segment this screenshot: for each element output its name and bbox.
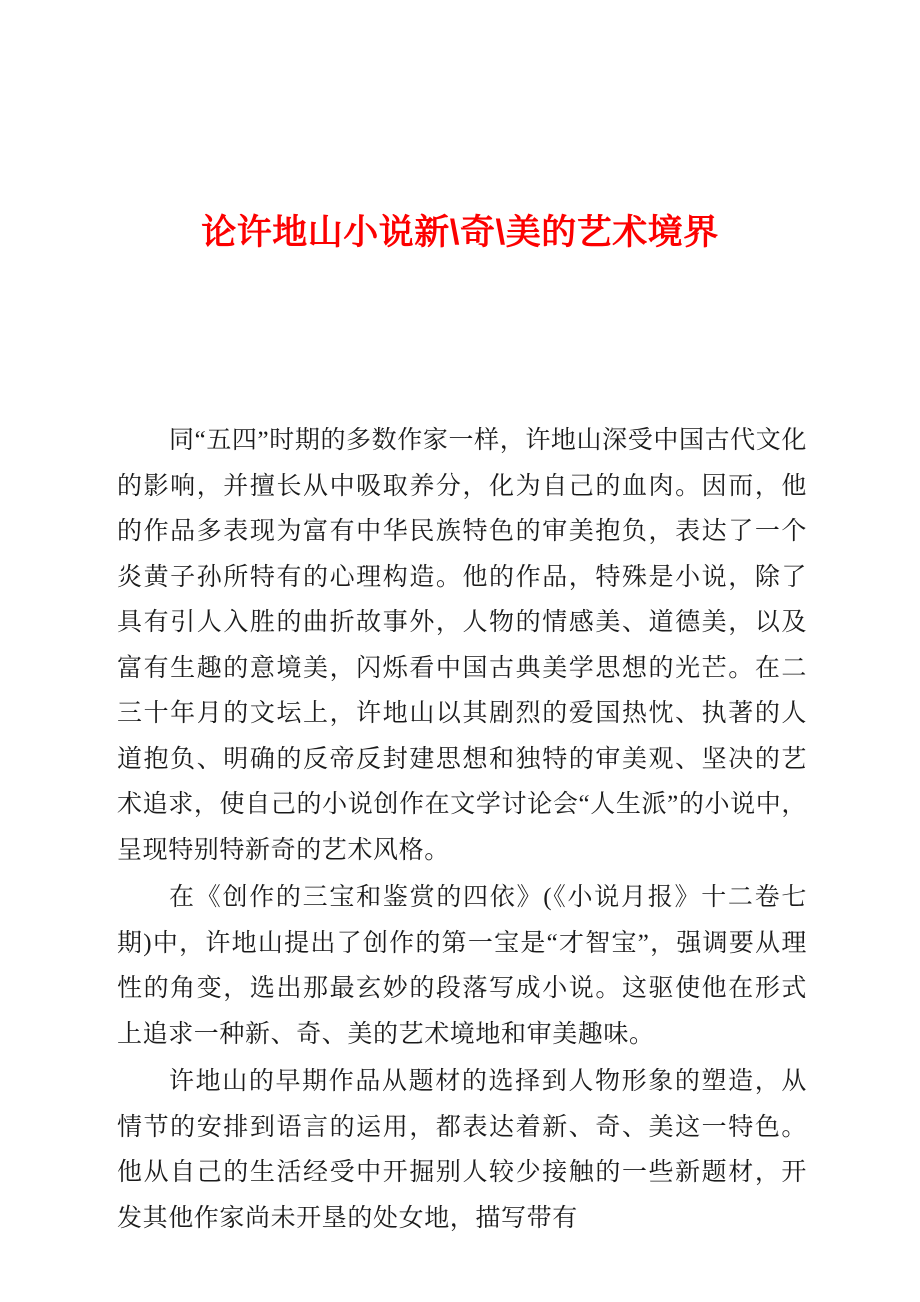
body-paragraph-2: 在《创作的三宝和鉴赏的四依》(《小说月报》十二卷七期)中，许地山提出了创作的第一宝是“才智宝”，强调要从理性的角变，选出那最玄妙的段落写成小说。这驱使他在形式上追求一种新、奇、美的艺术境地和审美趣味。 xyxy=(117,884,807,1048)
body-paragraph-3: 许地山的早期作品从题材的选择到人物形象的塑造，从情节的安排到语言的运用，都表达着新、奇、美这一特色。他从自己的生活经受中开掘别人较少接触的一些新题材，开发其他作家尚未开垦的处女地，描写带有 xyxy=(117,1068,807,1232)
document-body xyxy=(117,418,807,1243)
page-title: 论许地山小说新\奇\美的艺术境界 xyxy=(201,213,719,253)
body-paragraph-1: 同“五四”时期的多数作家一样，许地山深受中国古代文化的影响，并擅长从中吸取养分，化为自己的血肉。因而，他的作品多表现为富有中华民族特色的审美抱负，表达了一个炎黄子孙所特有的心理构造。他的作品，特殊是小说，除了具有引人入胜的曲折故事外，人物的情感美、道德美，以及富有生趣的意境美，闪烁看中国古典美学思想的光芒。在二三十年月的文坛上，许地山以其剧烈的爱国热忱、执著的人道抱负、明确的反帝反封建思想和独特的审美观、坚决的艺术追求，使自己的小说创作在文学讨论会“人生派”的小说中，呈现特别特新奇的艺术风格。 xyxy=(117,427,807,864)
